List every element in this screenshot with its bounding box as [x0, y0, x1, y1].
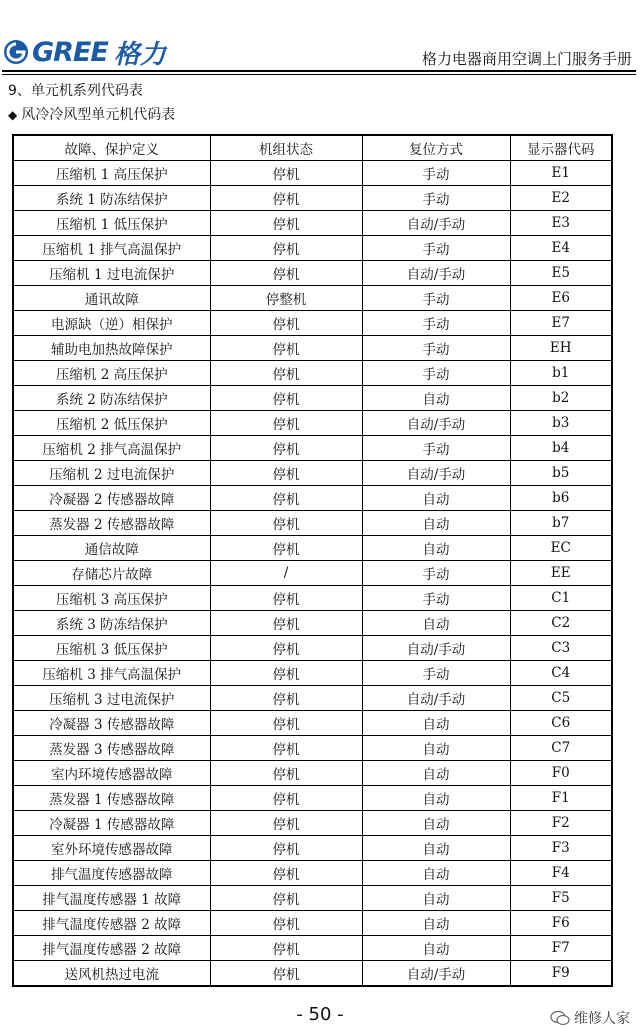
table-row	[13, 511, 612, 536]
cell-display-code: C1	[510, 586, 612, 611]
table-row	[13, 161, 612, 186]
cell-reset-mode: 自动	[362, 811, 510, 836]
cell-reset-mode: 手动	[362, 436, 510, 461]
header-fault-definition: 故障、保护定义	[13, 135, 210, 161]
cell-display-code: E6	[510, 286, 612, 311]
cell-fault-definition: 蒸发器 3 传感器故障	[13, 736, 210, 761]
cell-display-code: E1	[510, 161, 612, 186]
cell-reset-mode: 自动	[362, 736, 510, 761]
cell-display-code: b5	[510, 461, 612, 486]
cell-unit-status: 停机	[210, 936, 362, 961]
cell-display-code: C5	[510, 686, 612, 711]
header-rule-thick	[2, 70, 636, 72]
cell-display-code: F2	[510, 811, 612, 836]
table-row	[13, 661, 612, 686]
cell-reset-mode: 自动	[362, 761, 510, 786]
cell-reset-mode: 自动/手动	[362, 961, 510, 987]
cell-fault-definition: 蒸发器 1 传感器故障	[13, 786, 210, 811]
table-row	[13, 611, 612, 636]
cell-unit-status: 停机	[210, 886, 362, 911]
cell-reset-mode: 自动	[362, 911, 510, 936]
cell-fault-definition: 蒸发器 2 传感器故障	[13, 511, 210, 536]
cell-unit-status: 停机	[210, 961, 362, 987]
header-rule-thin	[2, 74, 636, 75]
cell-reset-mode: 手动	[362, 186, 510, 211]
section-title: 9、单元机系列代码表	[8, 83, 143, 99]
table-row	[13, 836, 612, 861]
cell-reset-mode: 自动/手动	[362, 636, 510, 661]
table-row	[13, 711, 612, 736]
table-row	[13, 686, 612, 711]
table-header-row	[13, 135, 612, 161]
cell-unit-status: 停机	[210, 511, 362, 536]
cell-fault-definition: 压缩机 2 过电流保护	[13, 461, 210, 486]
table-row	[13, 811, 612, 836]
cell-reset-mode: 自动	[362, 886, 510, 911]
cell-reset-mode: 手动	[362, 161, 510, 186]
cell-fault-definition: 压缩机 2 高压保护	[13, 361, 210, 386]
gree-logo-icon	[2, 38, 30, 66]
cell-reset-mode: 自动/手动	[362, 461, 510, 486]
cell-display-code: C4	[510, 661, 612, 686]
cell-display-code: b7	[510, 511, 612, 536]
table-row	[13, 586, 612, 611]
cell-unit-status: 停机	[210, 411, 362, 436]
cell-reset-mode: 自动	[362, 711, 510, 736]
cell-unit-status: 停机	[210, 811, 362, 836]
cell-fault-definition: 室外环境传感器故障	[13, 836, 210, 861]
cell-unit-status: 停机	[210, 161, 362, 186]
cell-display-code: F1	[510, 786, 612, 811]
cell-unit-status: 停机	[210, 236, 362, 261]
cell-unit-status: 停机	[210, 911, 362, 936]
cell-display-code: b4	[510, 436, 612, 461]
cell-reset-mode: 自动	[362, 486, 510, 511]
table-row	[13, 186, 612, 211]
cell-unit-status: 停机	[210, 461, 362, 486]
cell-fault-definition: 送风机热过电流	[13, 961, 210, 987]
cell-reset-mode: 自动	[362, 511, 510, 536]
cell-fault-definition: 压缩机 3 过电流保护	[13, 686, 210, 711]
table-row	[13, 436, 612, 461]
cell-display-code: b1	[510, 361, 612, 386]
cell-unit-status: 停机	[210, 361, 362, 386]
cell-unit-status: /	[210, 561, 362, 586]
cell-display-code: E3	[510, 211, 612, 236]
watermark-text: 维修人家	[574, 1011, 630, 1027]
cell-unit-status: 停机	[210, 261, 362, 286]
cell-reset-mode: 手动	[362, 236, 510, 261]
sub-title	[8, 104, 175, 124]
cell-reset-mode: 自动/手动	[362, 211, 510, 236]
cell-display-code: E2	[510, 186, 612, 211]
header-display-code: 显示器代码	[510, 135, 612, 161]
wechat-icon	[550, 1010, 570, 1026]
brand-en: GREE	[32, 36, 108, 68]
cell-unit-status: 停机	[210, 861, 362, 886]
cell-unit-status: 停机	[210, 336, 362, 361]
table-body	[13, 161, 612, 987]
cell-display-code: F7	[510, 936, 612, 961]
cell-display-code: F9	[510, 961, 612, 987]
cell-fault-definition: 冷凝器 1 传感器故障	[13, 811, 210, 836]
cell-unit-status: 停机	[210, 436, 362, 461]
cell-fault-definition: 压缩机 2 排气高温保护	[13, 436, 210, 461]
cell-display-code: b2	[510, 386, 612, 411]
cell-unit-status: 停机	[210, 386, 362, 411]
cell-reset-mode: 自动	[362, 786, 510, 811]
table-row	[13, 736, 612, 761]
cell-display-code: E7	[510, 311, 612, 336]
cell-display-code: E5	[510, 261, 612, 286]
cell-unit-status: 停机	[210, 186, 362, 211]
table-row	[13, 536, 612, 561]
page-number: - 50 -	[296, 1004, 344, 1025]
table-row	[13, 561, 612, 586]
cell-fault-definition: 排气温度传感器故障	[13, 861, 210, 886]
cell-reset-mode: 自动	[362, 386, 510, 411]
cell-display-code: b3	[510, 411, 612, 436]
cell-unit-status: 停机	[210, 711, 362, 736]
gree-logo	[2, 36, 166, 68]
cell-reset-mode: 自动	[362, 611, 510, 636]
watermark	[550, 1008, 630, 1028]
cell-display-code: b6	[510, 486, 612, 511]
cell-reset-mode: 手动	[362, 561, 510, 586]
cell-fault-definition: 电源缺（逆）相保护	[13, 311, 210, 336]
cell-reset-mode: 自动/手动	[362, 261, 510, 286]
cell-display-code: C7	[510, 736, 612, 761]
table-row	[13, 961, 612, 987]
cell-display-code: F3	[510, 836, 612, 861]
cell-display-code: F4	[510, 861, 612, 886]
cell-fault-definition: 冷凝器 2 传感器故障	[13, 486, 210, 511]
cell-fault-definition: 排气温度传感器 2 故障	[13, 936, 210, 961]
cell-unit-status: 停整机	[210, 286, 362, 311]
header-unit-status: 机组状态	[210, 135, 362, 161]
cell-display-code: EC	[510, 536, 612, 561]
cell-reset-mode: 自动/手动	[362, 411, 510, 436]
table-row	[13, 911, 612, 936]
table-row	[13, 461, 612, 486]
cell-unit-status: 停机	[210, 661, 362, 686]
cell-unit-status: 停机	[210, 586, 362, 611]
table-row	[13, 311, 612, 336]
table-row	[13, 336, 612, 361]
cell-unit-status: 停机	[210, 611, 362, 636]
cell-unit-status: 停机	[210, 786, 362, 811]
table-row	[13, 386, 612, 411]
cell-display-code: C3	[510, 636, 612, 661]
cell-unit-status: 停机	[210, 486, 362, 511]
cell-display-code: E4	[510, 236, 612, 261]
cell-unit-status: 停机	[210, 686, 362, 711]
cell-fault-definition: 系统 1 防冻结保护	[13, 186, 210, 211]
cell-fault-definition: 通讯故障	[13, 286, 210, 311]
cell-reset-mode: 手动	[362, 286, 510, 311]
table-row	[13, 936, 612, 961]
cell-display-code: EH	[510, 336, 612, 361]
cell-fault-definition: 压缩机 1 过电流保护	[13, 261, 210, 286]
cell-display-code: C6	[510, 711, 612, 736]
cell-unit-status: 停机	[210, 636, 362, 661]
cell-fault-definition: 压缩机 3 排气高温保护	[13, 661, 210, 686]
cell-fault-definition: 压缩机 3 低压保护	[13, 636, 210, 661]
cell-fault-definition: 通信故障	[13, 536, 210, 561]
cell-unit-status: 停机	[210, 836, 362, 861]
cell-reset-mode: 手动	[362, 311, 510, 336]
table-row	[13, 236, 612, 261]
cell-display-code: F6	[510, 911, 612, 936]
cell-reset-mode: 自动	[362, 861, 510, 886]
cell-fault-definition: 存储芯片故障	[13, 561, 210, 586]
page-header	[0, 0, 640, 76]
cell-display-code: EE	[510, 561, 612, 586]
table-row	[13, 861, 612, 886]
cell-reset-mode: 自动	[362, 836, 510, 861]
cell-reset-mode: 自动/手动	[362, 686, 510, 711]
cell-fault-definition: 冷凝器 3 传感器故障	[13, 711, 210, 736]
cell-unit-status: 停机	[210, 761, 362, 786]
manual-title: 格力电器商用空调上门服务手册	[421, 50, 632, 68]
cell-fault-definition: 压缩机 1 高压保护	[13, 161, 210, 186]
table-row	[13, 886, 612, 911]
cell-display-code: C2	[510, 611, 612, 636]
cell-fault-definition: 辅助电加热故障保护	[13, 336, 210, 361]
cell-fault-definition: 排气温度传感器 2 故障	[13, 911, 210, 936]
cell-reset-mode: 手动	[362, 661, 510, 686]
brand-cn: 格力	[113, 39, 166, 70]
table-row	[13, 761, 612, 786]
table-row	[13, 486, 612, 511]
table-row	[13, 411, 612, 436]
cell-reset-mode: 手动	[362, 336, 510, 361]
table-row	[13, 211, 612, 236]
table-row	[13, 286, 612, 311]
cell-display-code: F0	[510, 761, 612, 786]
cell-fault-definition: 系统 3 防冻结保护	[13, 611, 210, 636]
cell-fault-definition: 排气温度传感器 1 故障	[13, 886, 210, 911]
cell-reset-mode: 自动	[362, 536, 510, 561]
cell-unit-status: 停机	[210, 311, 362, 336]
cell-unit-status: 停机	[210, 536, 362, 561]
cell-fault-definition: 压缩机 2 低压保护	[13, 411, 210, 436]
table-row	[13, 636, 612, 661]
table-row	[13, 261, 612, 286]
fault-code-table	[12, 134, 613, 987]
cell-reset-mode: 手动	[362, 586, 510, 611]
cell-display-code: F5	[510, 886, 612, 911]
cell-fault-definition: 系统 2 防冻结保护	[13, 386, 210, 411]
cell-fault-definition: 压缩机 1 排气高温保护	[13, 236, 210, 261]
cell-unit-status: 停机	[210, 211, 362, 236]
cell-reset-mode: 自动	[362, 936, 510, 961]
table-row	[13, 786, 612, 811]
cell-fault-definition: 室内环境传感器故障	[13, 761, 210, 786]
table-row	[13, 361, 612, 386]
header-reset-mode: 复位方式	[362, 135, 510, 161]
cell-fault-definition: 压缩机 3 高压保护	[13, 586, 210, 611]
cell-fault-definition: 压缩机 1 低压保护	[13, 211, 210, 236]
diamond-bullet-icon: ◆	[8, 108, 18, 122]
cell-unit-status: 停机	[210, 736, 362, 761]
sub-title-text: 风冷冷风型单元机代码表	[21, 107, 176, 123]
cell-reset-mode: 手动	[362, 361, 510, 386]
